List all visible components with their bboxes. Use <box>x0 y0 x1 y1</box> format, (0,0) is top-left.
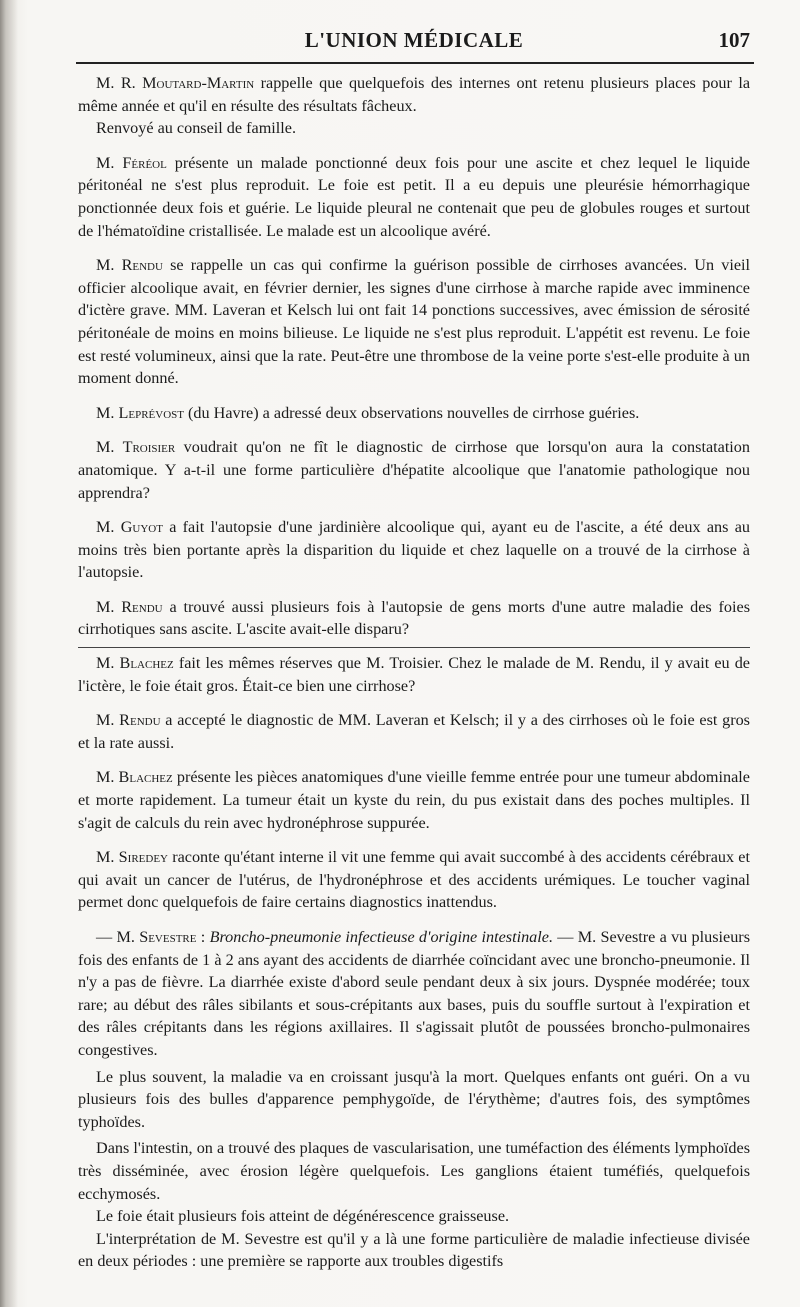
paragraph-text: Renvoyé au conseil de famille. <box>96 119 297 138</box>
paragraph-text: Dans l'intestin, on a trouvé des plaques de vascularisation, une tuméfaction des éléments lymphoïdes très disséminée, avec érosion légère quelquefois. Les ganglions étaient tuméfiés, quelquefois ecchymosés. <box>78 1139 750 1203</box>
title-separator: : <box>196 928 210 946</box>
paragraph-fereol <box>78 152 750 242</box>
paragraph-text: raconte qu'étant interne il vit une femme qui avait succombé à des accidents cérébraux et qui avait un cancer de l'utérus, de l'hydronéphrose et des accidents urémiques. Le toucher vaginal permet donc quelquefois de faire certains diagnostics inattendus. <box>78 848 750 912</box>
page-number: 107 <box>718 28 750 52</box>
paragraph-sevestre <box>78 926 750 1062</box>
speaker-name: Sevestre <box>139 928 197 946</box>
paragraph-text: présente un malade ponctionné deux fois pour une ascite et chez lequel le liquide péritonéal ne s'est plus reproduit. Le foie est petit. Il a eu depuis une pleurésie hémorrhagique ponctionnée deux fois et guérie. Le liquide pleural ne contenait que peu de globules rouges et surtout de l'hématoïdine cristallisée. Le malade est un alcoolique avéré. <box>78 153 750 240</box>
paragraph-guyot <box>78 516 750 584</box>
speaker-name: M. Blachez <box>96 768 173 787</box>
page-gutter-shadow <box>0 0 18 1307</box>
speaker-name: M. Rendu <box>96 711 161 730</box>
speaker-name: M. R. Moutard-Martin <box>96 74 255 92</box>
paragraph-text: a accepté le diagnostic de MM. Laveran et Kelsch; il y a des cirrhoses où le foie est gros et la rate aussi. <box>78 711 750 752</box>
paragraph-text: présente les pièces anatomiques d'une vieille femme entrée pour une tumeur abdominale et morte rapidement. La tumeur était un kyste du rein, du pus existait dans des poches multiples. Il s'agit de calculs du rein avec hydronéphrose suppurée. <box>78 768 750 832</box>
paragraph-intestin <box>78 1137 750 1205</box>
paragraph-troisier <box>78 436 750 504</box>
paragraph-text: Le foie était plusieurs fois atteint de dégénérescence graisseuse. <box>96 1207 510 1226</box>
speaker-name: M. Siredey <box>96 848 168 867</box>
speaker-name: M. Féréol <box>96 153 167 172</box>
paragraph-text: Le plus souvent, la maladie va en croissant jusqu'à la mort. Quelques enfants ont guéri. On a vu plusieurs fois des bulles d'apparence pemphygoïde, de l'érythème; d'autres fois, des symptômes typhoïdes. <box>78 1067 750 1131</box>
speaker-name: M. Blachez <box>96 654 174 673</box>
paragraph-blachez-2 <box>78 766 750 834</box>
paragraph-rendu-2 <box>78 596 750 641</box>
paragraph-text: a trouvé aussi plusieurs fois à l'autopsie de gens morts d'une autre maladie des foies cirrhotiques sans ascite. L'ascite avait-elle disparu? <box>78 597 750 639</box>
speaker-name: M. Troisier <box>96 438 176 457</box>
article-body <box>78 72 750 1273</box>
speaker-name: M. Leprévost <box>96 403 184 422</box>
paragraph-text: L'interprétation de M. Sevestre est qu'il y a là une forme particulière de maladie infectieuse divisée en deux périodes : une première se rapporte aux troubles digestifs <box>78 1229 750 1271</box>
speaker-name: M. Rendu <box>96 256 163 275</box>
paragraph-text: — M. Sevestre a vu plusieurs fois des enfants de 1 à 2 ans ayant des accidents de diarrhée coïncidant avec une broncho-pneumonie. Il n'y a pas de fièvre. La diarrhée existe d'abord seule pendant deux à six jours. Dyspnée modérée; toux rare; au début des râles sibilants et sous-crépitants aux bases, puis du souffle surtout à l'expiration et des râles crépitants dans les régions axillaires. Il s'agissait plutôt de poussées broncho-pulmonaires congestives. <box>78 928 750 1059</box>
paragraph-text: fait les mêmes réserves que M. Troisier. Chez le malade de M. Rendu, il y avait eu de l'ictère, le foie était gros. Était-ce bien une cirrhose? <box>78 654 750 695</box>
paragraph-blachez-1 <box>78 652 750 697</box>
paragraph-text: voudrait qu'on ne fît le diagnostic de cirrhose que lorsqu'on aura la constatation anatomique. Y a-t-il une forme particulière d'hépatite alcoolique que l'anatomie pathologique nou apprendra? <box>78 438 750 502</box>
paragraph-interpretation <box>78 1228 750 1273</box>
running-title: L'UNION MÉDICALE <box>304 28 524 52</box>
paragraph-text: a fait l'autopsie d'une jardinière alcoolique qui, ayant eu de l'ascite, a été deux ans au moins très bien portante après la disparition du liquide et chez laquelle on a trouvé de la cirrhose à l'autopsie. <box>78 518 750 582</box>
section-separator <box>78 647 750 648</box>
paragraph-text: (du Havre) a adressé deux observations nouvelles de cirrhose guéries. <box>184 403 640 422</box>
paragraph-rendu-3 <box>78 709 750 754</box>
speaker-name: M. Guyot <box>96 518 163 537</box>
communication-title: Broncho-pneumonie infectieuse d'origine intestinale. <box>209 928 553 946</box>
paragraph-evolution <box>78 1066 750 1134</box>
page-header <box>78 28 750 56</box>
speaker-prefix: — M. <box>96 928 140 946</box>
paragraph-foie <box>78 1205 750 1228</box>
paragraph-text: se rappelle un cas qui confirme la guérison possible de cirrhoses avancées. Un vieil officier alcoolique avait, en février dernier, les signes d'une cirrhose à marche rapide avec imminence d'ictère grave. MM. Laveran et Kelsch lui ont fait 14 ponctions successives, avec émission de sérosité péritonéale de moins en moins bilieuse. Le liquide ne s'est plus reproduit. L'appétit est revenu. Le foie est resté volumineux, ainsi que la rate. Peut-être une thrombose de la veine porte s'est-elle produite à un moment donné. <box>78 256 750 388</box>
paragraph-leprevost <box>78 402 750 425</box>
header-rule <box>76 62 754 64</box>
paragraph-moutard-martin <box>78 72 750 117</box>
speaker-name: M. Rendu <box>96 597 163 616</box>
paragraph-text: rappelle que quelquefois des internes ont retenu plusieurs places pour la même année et qu'il en résulte des résultats fâcheux. <box>78 74 750 115</box>
paragraph-rendu-1 <box>78 254 750 390</box>
paragraph-renvoye <box>78 117 750 140</box>
paragraph-siredey <box>78 846 750 914</box>
